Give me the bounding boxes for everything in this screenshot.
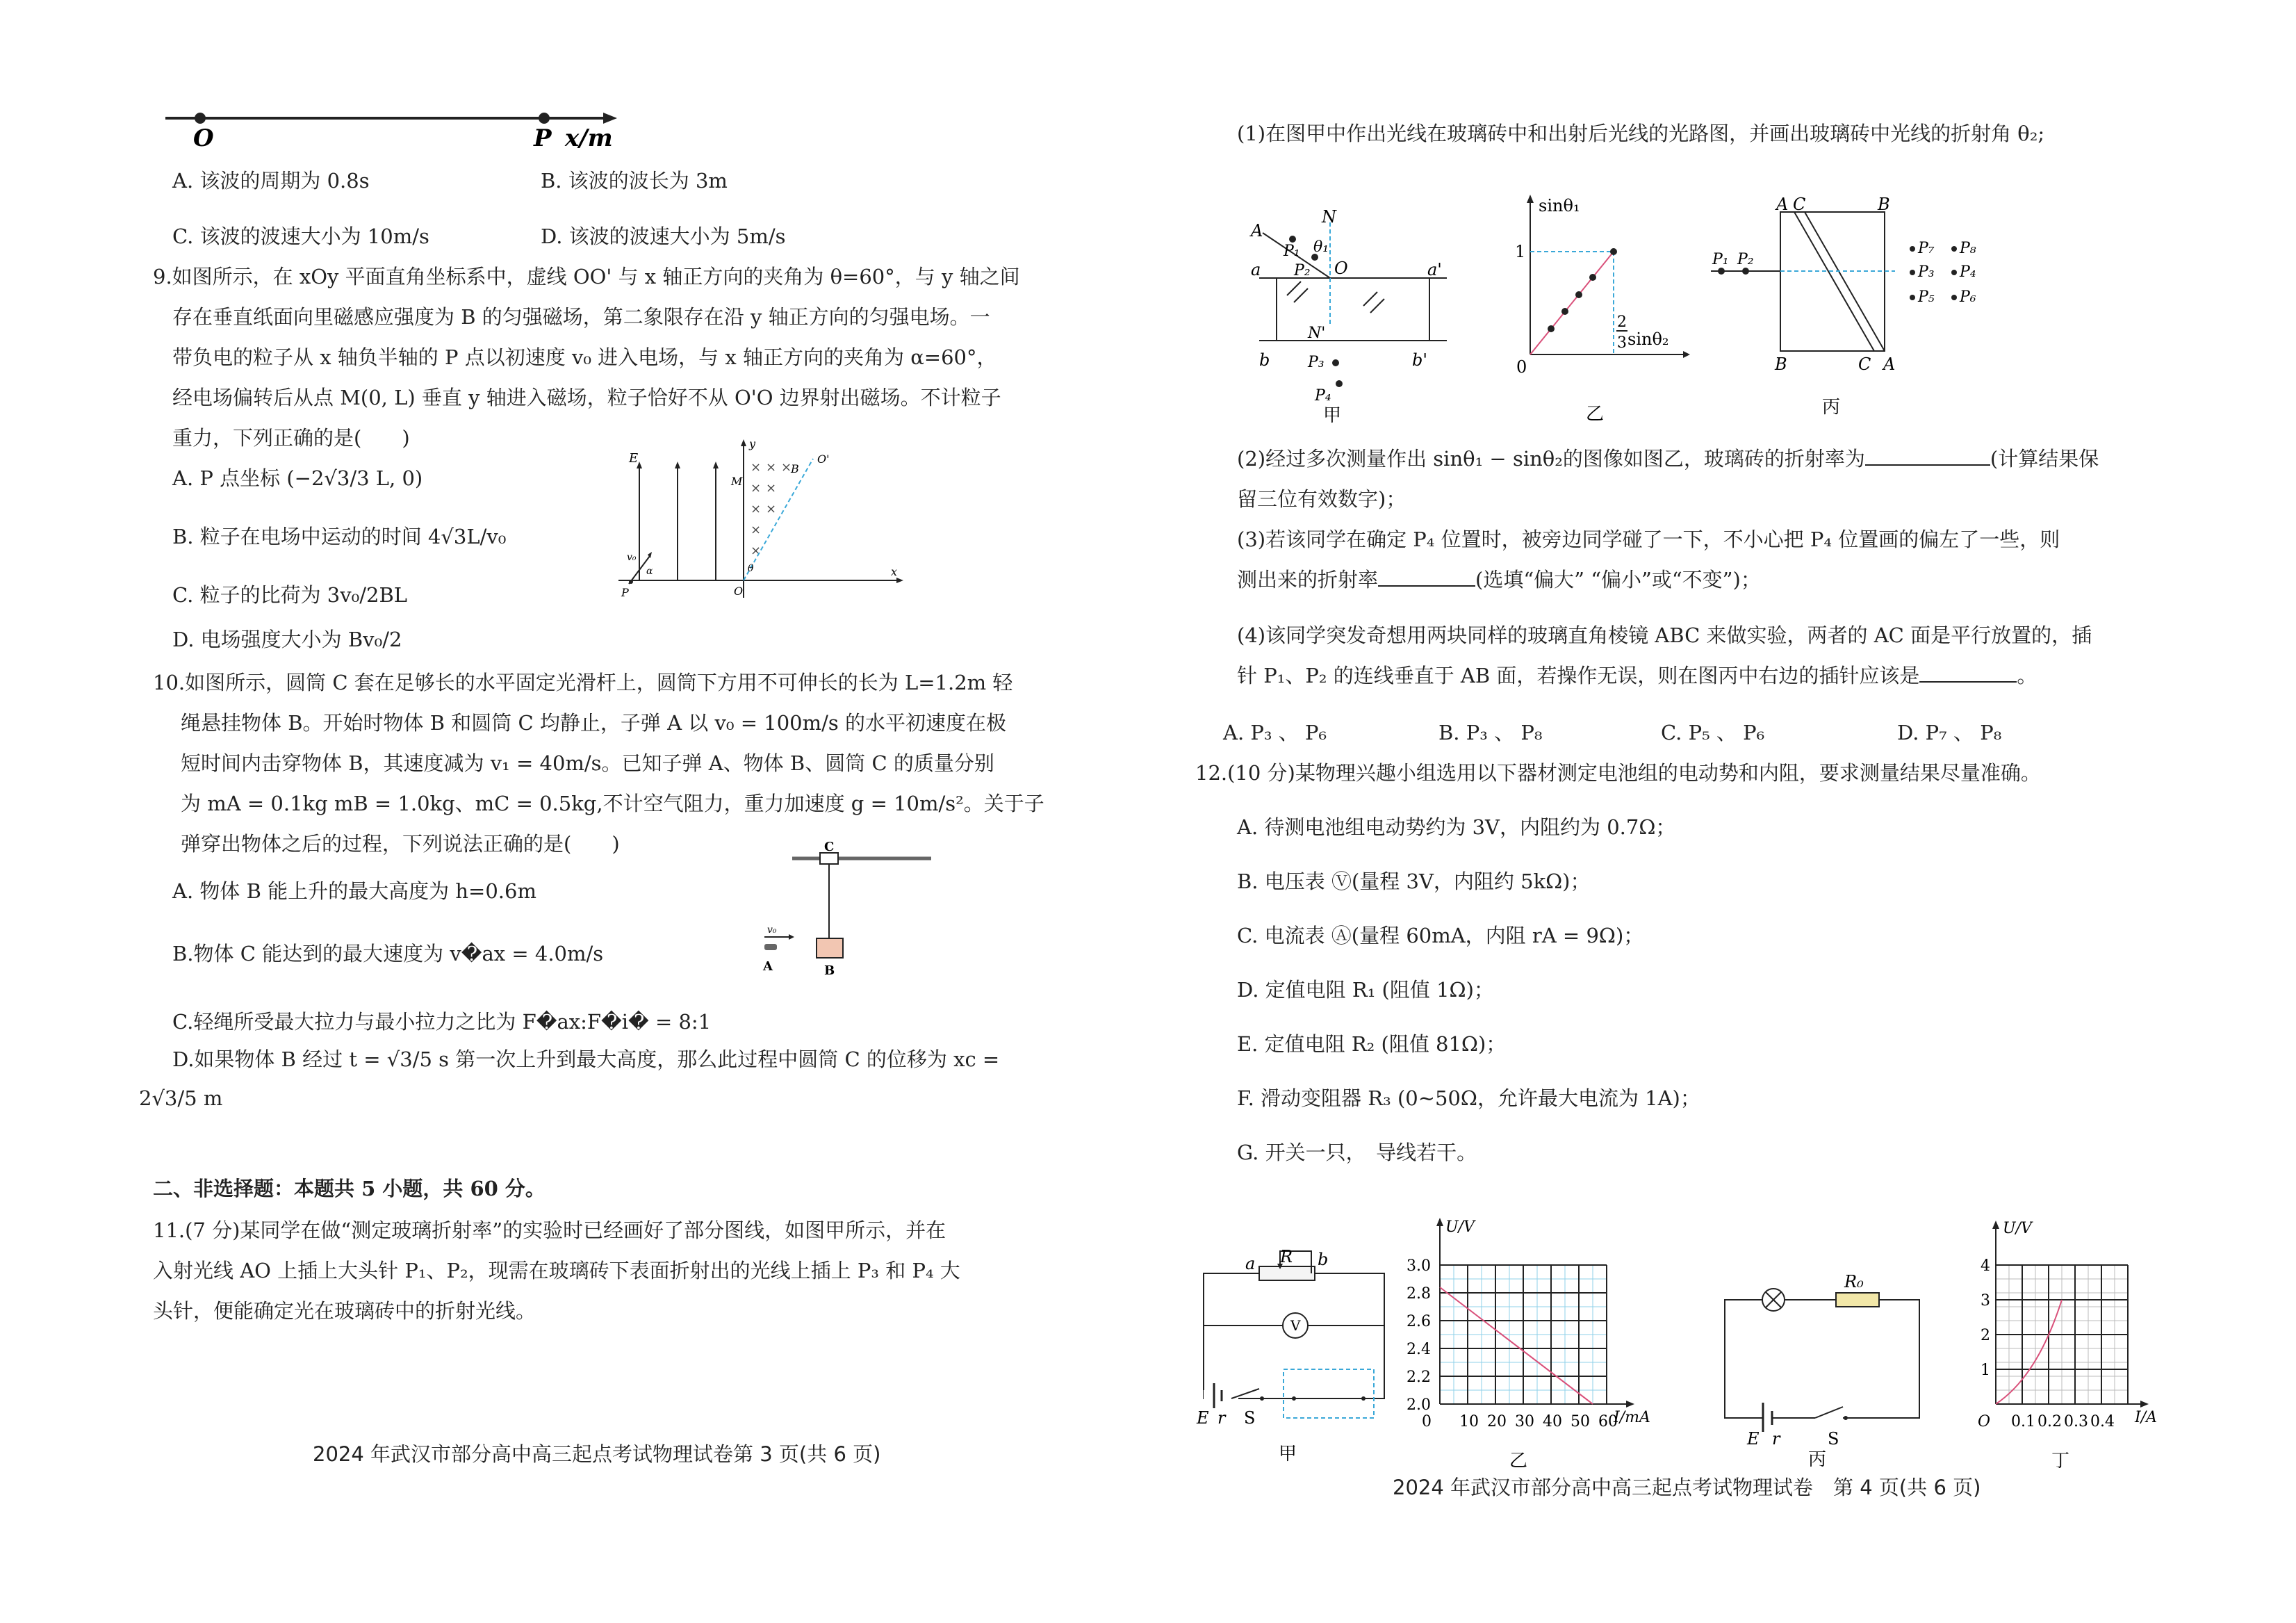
circ-bing-caption: 丙: [1808, 1449, 1827, 1467]
yi-caption: 乙: [1586, 404, 1605, 424]
q12-item-b: B. 电压表 Ⓥ(量程 3V，内阻约 5kΩ)；: [1237, 870, 1591, 893]
circ-jia-b: b: [1318, 1250, 1329, 1269]
circ-jia-s: S: [1244, 1408, 1256, 1428]
q10-line-3: 短时间内击穿物体 B，其速度减为 v₁ = 40m/s。已知子弹 A、物体 B、圆筒 C 的质量分别: [181, 751, 994, 775]
yi-ytick-28: 2.8: [1407, 1285, 1431, 1303]
wave-origin-label: O: [193, 124, 214, 152]
q10-option-a: A. 物体 B 能上升的最大高度为 h=0.6m: [172, 879, 536, 903]
q11-part-4-line-2: [1237, 662, 2037, 690]
q9-fig-y: y: [749, 438, 756, 450]
jia-p2: P₂: [1294, 262, 1311, 279]
section-2-heading: 二、非选择题：本题共 5 小题，共 60 分。: [153, 1177, 546, 1200]
bing-b-top: B: [1878, 195, 1890, 214]
q8-option-c: C. 该波的波速大小为 10m/s: [172, 225, 429, 248]
right-page: [1148, 0, 2296, 1623]
glass-block-figure: [1245, 202, 1454, 424]
q8-option-b: B. 该波的波长为 3m: [541, 169, 728, 193]
jia-p3: P₃: [1308, 354, 1325, 371]
q9-line-5: 重力，下列正确的是( ): [172, 426, 410, 450]
yi-xtick-20: 20: [1487, 1413, 1507, 1430]
q11-part-4-line-1: (4)该同学突发奇想用两块同样的玻璃直角棱镜 ABC 来做实验，两者的 AC 面是平行放置的，插: [1237, 623, 2092, 647]
q10-option-b: B.物体 C 能达到的最大速度为 v�ax = 4.0m/s: [172, 942, 604, 965]
q12-item-f: F. 滑动变阻器 R₃ (0~50Ω，允许最大电流为 1A)；: [1237, 1086, 1700, 1110]
yi-xlabel: sinθ₂: [1627, 329, 1669, 349]
yi-xtick-0: 0: [1422, 1413, 1432, 1430]
q8-option-a: A. 该波的周期为 0.8s: [172, 169, 370, 193]
q10-line-2: 绳悬挂物体 B。开始时物体 B 和圆筒 C 均静止，子弹 A 以 v₀ = 100m/s 的水平初速度在极: [181, 711, 1006, 735]
q10-option-d-tail: 2√3/5 m: [139, 1086, 223, 1110]
q9-fig-b: B: [791, 462, 799, 475]
circ-jia-r-internal: r: [1217, 1408, 1226, 1428]
jia-caption: 甲: [1323, 405, 1342, 424]
q10-option-d: D.如果物体 B 经过 t = √3/5 s 第一次上升到最大高度，那么此过程中圆筒 C 的位移为 xc =: [172, 1047, 1000, 1071]
q9-fig-o: O: [734, 585, 744, 598]
q9-line-2: 存在垂直纸面向里磁感应强度为 B 的匀强磁场，第二象限存在沿 y 轴正方向的匀强电场。一: [172, 305, 990, 329]
q11-4-option-b: B. P₃ 、 P₈: [1438, 721, 1543, 744]
q10-fig-a: A: [763, 959, 773, 974]
q11-4-option-c: C. P₅ 、 P₆: [1661, 721, 1765, 744]
q10-fig-b: B: [824, 963, 835, 978]
q11-part-2-text: (2)经过多次测量作出 sinθ₁ − sinθ₂的图像如图乙，玻璃砖的折射率为: [1237, 447, 1865, 471]
yi-xtick-60: 60: [1598, 1413, 1618, 1430]
yi-ytick-20: 2.0: [1407, 1396, 1431, 1414]
bing-p1: P₁: [1712, 251, 1729, 268]
yi-ylabel: sinθ₁: [1539, 196, 1580, 215]
q10-fig-c: C: [824, 841, 835, 854]
yi-y1: 1: [1515, 242, 1526, 261]
q11-part-2-line-1: [1237, 445, 2099, 473]
circ-jia-caption: 甲: [1279, 1444, 1297, 1465]
q12-item-c: C. 电流表 Ⓐ(量程 60mA，内阻 rA = 9Ω)；: [1237, 924, 1644, 947]
q10-line-1: 10.如图所示，圆筒 C 套在足够长的水平固定光滑杆上，圆筒下方用不可伸长的长为 L=1.2m 轻: [153, 671, 1013, 694]
ding-xtick-04: 0.4: [2090, 1413, 2115, 1430]
wave-axis-label: x/m: [565, 124, 613, 152]
jia-o: O: [1334, 259, 1348, 278]
yi-xtick-50: 50: [1571, 1413, 1590, 1430]
q11-part-3-blank[interactable]: [1378, 566, 1475, 587]
jia-n-prime: N': [1308, 325, 1326, 342]
yi-xtick-10: 10: [1459, 1413, 1479, 1430]
q9-option-c: C. 粒子的比荷为 3v₀/2BL: [172, 583, 408, 607]
jia-b-prime: b': [1412, 350, 1427, 370]
q11-part-1: (1)在图甲中作出光线在玻璃砖中和出射后光线的光路图，并画出玻璃砖中光线的折射角 θ₂;: [1237, 122, 2045, 145]
svg-text:×: ×: [751, 502, 762, 516]
q9-option-b: B. 粒子在电场中运动的时间 4√3L/v₀: [172, 525, 507, 548]
bing-a-top: A: [1776, 195, 1789, 214]
q9-fig-alpha: α: [646, 566, 653, 577]
svg-text:×: ×: [751, 460, 762, 475]
q9-fig-oprime: O': [817, 452, 830, 466]
yi-ytick-30: 3.0: [1407, 1257, 1431, 1275]
jia-n: N: [1322, 207, 1336, 227]
yi-x-num: 2: [1617, 313, 1627, 331]
yi-ytick-26: 2.6: [1407, 1313, 1431, 1330]
yi-x-den: 3: [1617, 334, 1627, 352]
bing-p5: P₅: [1918, 288, 1935, 306]
q11-line-1: 11.(7 分)某同学在做“测定玻璃折射率”的实验时已经画好了部分图线，如图甲所示，并在: [153, 1218, 946, 1242]
ding-caption: 丁: [2051, 1451, 2070, 1471]
bing-c-bottom: C: [1858, 354, 1871, 374]
q9-fig-m: M: [731, 475, 743, 488]
ui-graph-yi-figure: [1405, 1209, 1669, 1474]
q11-line-2: 入射光线 AO 上插上大头针 P₁、P₂，现需在玻璃砖下表面折射出的光线上插上 P₃ 和 P₄ 大: [153, 1259, 960, 1282]
circ-jia-r: R: [1280, 1247, 1293, 1266]
jia-theta1: θ₁: [1313, 238, 1329, 256]
q12-item-a: A. 待测电池组电动势约为 3V，内阻约为 0.7Ω；: [1237, 815, 1676, 839]
sin-graph-figure: [1495, 188, 1690, 424]
yi-xtick-40: 40: [1543, 1413, 1562, 1430]
q11-part-3-text: 测出来的折射率: [1237, 568, 1379, 592]
q9-option-d: D. 电场强度大小为 Bv₀/2: [172, 628, 402, 651]
bing-c-top: C: [1793, 195, 1806, 214]
q12-item-d: D. 定值电阻 R₁ (阻值 1Ω)；: [1237, 978, 1494, 1002]
svg-text:×: ×: [766, 460, 777, 475]
svg-text:×: ×: [766, 502, 777, 516]
svg-text:×: ×: [766, 481, 777, 496]
ding-xtick-o: O: [1978, 1413, 1991, 1430]
q10-option-c: C.轻绳所受最大拉力与最小拉力之比为 F�ax:F�i� = 8:1: [172, 1010, 712, 1034]
wave-axis-figure: [158, 104, 617, 153]
yi-graph-xlabel: I/mA: [1614, 1409, 1650, 1426]
q9-fig-p: P: [621, 586, 629, 599]
yi-origin: 0: [1516, 357, 1527, 377]
svg-text:×: ×: [751, 523, 762, 537]
ui-graph-ding-figure: [1968, 1209, 2170, 1474]
jia-a-point: A: [1251, 221, 1263, 240]
q11-4-option-a: A. P₃ 、 P₆: [1223, 721, 1327, 744]
q11-4-option-d: D. P₇ 、 P₈: [1897, 721, 2002, 744]
jia-a-prime: a': [1427, 260, 1442, 279]
bing-p6: P₆: [1960, 288, 1976, 306]
bing-caption: 丙: [1822, 397, 1841, 417]
q9-fig-x: x: [891, 565, 898, 578]
ding-xlabel: I/A: [2135, 1409, 2157, 1426]
yi-ytick-22: 2.2: [1407, 1369, 1431, 1386]
yi-ytick-24: 2.4: [1407, 1341, 1431, 1358]
q12-item-g: G. 开关一只， 导线若干。: [1237, 1141, 1477, 1164]
q11-part-4-text: 针 P₁、P₂ 的连线垂直于 AB 面，若操作无误，则在图丙中右边的插针应该是: [1237, 664, 1920, 687]
yi-graph-caption: 乙: [1509, 1451, 1528, 1471]
yi-graph-ylabel: U/V: [1445, 1218, 1475, 1236]
q9-line-4: 经电场偏转后从点 M(0, L) 垂直 y 轴进入磁场，粒子恰好不从 O'O 边界射出磁场。不计粒子: [172, 386, 1001, 409]
jia-p4: P₄: [1315, 387, 1331, 405]
bing-p3: P₃: [1918, 263, 1935, 281]
jia-a-lower: a: [1251, 260, 1261, 279]
q9-fig-theta: θ: [748, 563, 754, 574]
svg-text:×: ×: [751, 481, 762, 496]
jia-p1: P₁: [1284, 243, 1300, 260]
q11-part-3-line-2: [1237, 566, 1761, 594]
q12-item-e: E. 定值电阻 R₂ (阻值 81Ω)；: [1237, 1032, 1507, 1056]
circuit-bing-figure: [1711, 1272, 1933, 1467]
wave-p-label: P: [534, 124, 552, 152]
q10-line-5: 弹穿出物体之后的过程，下列说法正确的是( ): [181, 832, 620, 856]
q11-part-3-line-1: (3)若该同学在确定 P₄ 位置时，被旁边同学碰了一下，不小心把 P₄ 位置画的偏左了一些，则: [1237, 528, 2060, 551]
q11-part-3-tail: (选填“偏大” “偏小”或“不变”)；: [1475, 568, 1761, 592]
circ-jia-e: E: [1197, 1408, 1209, 1428]
ding-ylabel: U/V: [2003, 1220, 2032, 1237]
bing-p7: P₇: [1918, 240, 1935, 257]
q11-part-2-line-2: 留三位有效数字)；: [1237, 487, 1407, 511]
circ-bing-r: r: [1772, 1429, 1780, 1449]
yi-xtick-30: 30: [1515, 1413, 1534, 1430]
ding-xtick-03: 0.3: [2064, 1413, 2088, 1430]
ding-ytick-1: 1: [1981, 1362, 1990, 1379]
q9-line-1: 9.如图所示，在 xOy 平面直角坐标系中，虚线 OO' 与 x 轴正方向的夹角为 θ=60°，与 y 轴之间: [153, 265, 1020, 288]
q10-cylinder-figure: [751, 841, 938, 980]
left-footer: 2024 年武汉市部分高中高三起点考试物理试卷第 3 页(共 6 页): [313, 1442, 881, 1466]
q9-fig-e: E: [629, 451, 639, 466]
ding-ytick-4: 4: [1981, 1257, 1990, 1275]
bing-b-bottom: B: [1775, 354, 1787, 374]
q9-line-3: 带负电的粒子从 x 轴负半轴的 P 点以初速度 v₀ 进入电场，与 x 轴正方向的夹角为 α=60°，: [172, 345, 997, 369]
bing-p4: P₄: [1960, 263, 1976, 281]
q8-option-d: D. 该波的波速大小为 5m/s: [541, 225, 786, 248]
circ-jia-v: V: [1290, 1317, 1301, 1334]
left-page: [0, 0, 1147, 1623]
q9-fig-v0: v₀: [627, 552, 637, 563]
jia-b: b: [1259, 350, 1270, 370]
ding-ytick-2: 2: [1981, 1327, 1990, 1344]
q10-line-4: 为 mA = 0.1kg mB = 1.0kg、mC = 0.5kg,不计空气阻力，重力加速度 g = 10m/s²。关于子: [181, 792, 1044, 815]
q11-part-4-tail: 。: [2017, 664, 2037, 687]
circuit-jia-figure: [1190, 1244, 1398, 1467]
q11-part-4-blank[interactable]: [1919, 662, 2017, 683]
bing-p8: P₈: [1960, 240, 1976, 257]
q10-fig-v0: v₀: [767, 924, 777, 936]
bing-a-bottom: A: [1883, 354, 1896, 374]
prism-figure: [1704, 195, 2037, 417]
circ-jia-a: a: [1245, 1254, 1256, 1273]
circ-bing-e: E: [1747, 1429, 1760, 1449]
circ-bing-r0: R₀: [1844, 1272, 1864, 1291]
circ-bing-s: S: [1828, 1429, 1839, 1449]
q11-line-3: 头针，便能确定光在玻璃砖中的折射光线。: [153, 1299, 536, 1323]
q11-part-2-tail: (计算结果保: [1990, 447, 2099, 471]
right-footer: 2024 年武汉市部分高中高三起点考试物理试卷 第 4 页(共 6 页): [1393, 1476, 1981, 1499]
svg-text:×: ×: [781, 460, 792, 475]
ding-ytick-3: 3: [1981, 1292, 1990, 1310]
q12-title: 12.(10 分)某物理兴趣小组选用以下器材测定电池组的电动势和内阻，要求测量结果尽量准确。: [1195, 761, 2041, 785]
ding-xtick-01: 0.1: [2011, 1413, 2035, 1430]
bing-p2: P₂: [1737, 251, 1754, 268]
ding-xtick-02: 0.2: [2037, 1413, 2062, 1430]
q11-part-2-blank[interactable]: [1865, 445, 1990, 466]
svg-text:×: ×: [751, 544, 762, 558]
q9-field-figure: [612, 438, 903, 605]
q9-option-a: A. P 点坐标 (−2√3/3 L, 0): [172, 466, 423, 490]
